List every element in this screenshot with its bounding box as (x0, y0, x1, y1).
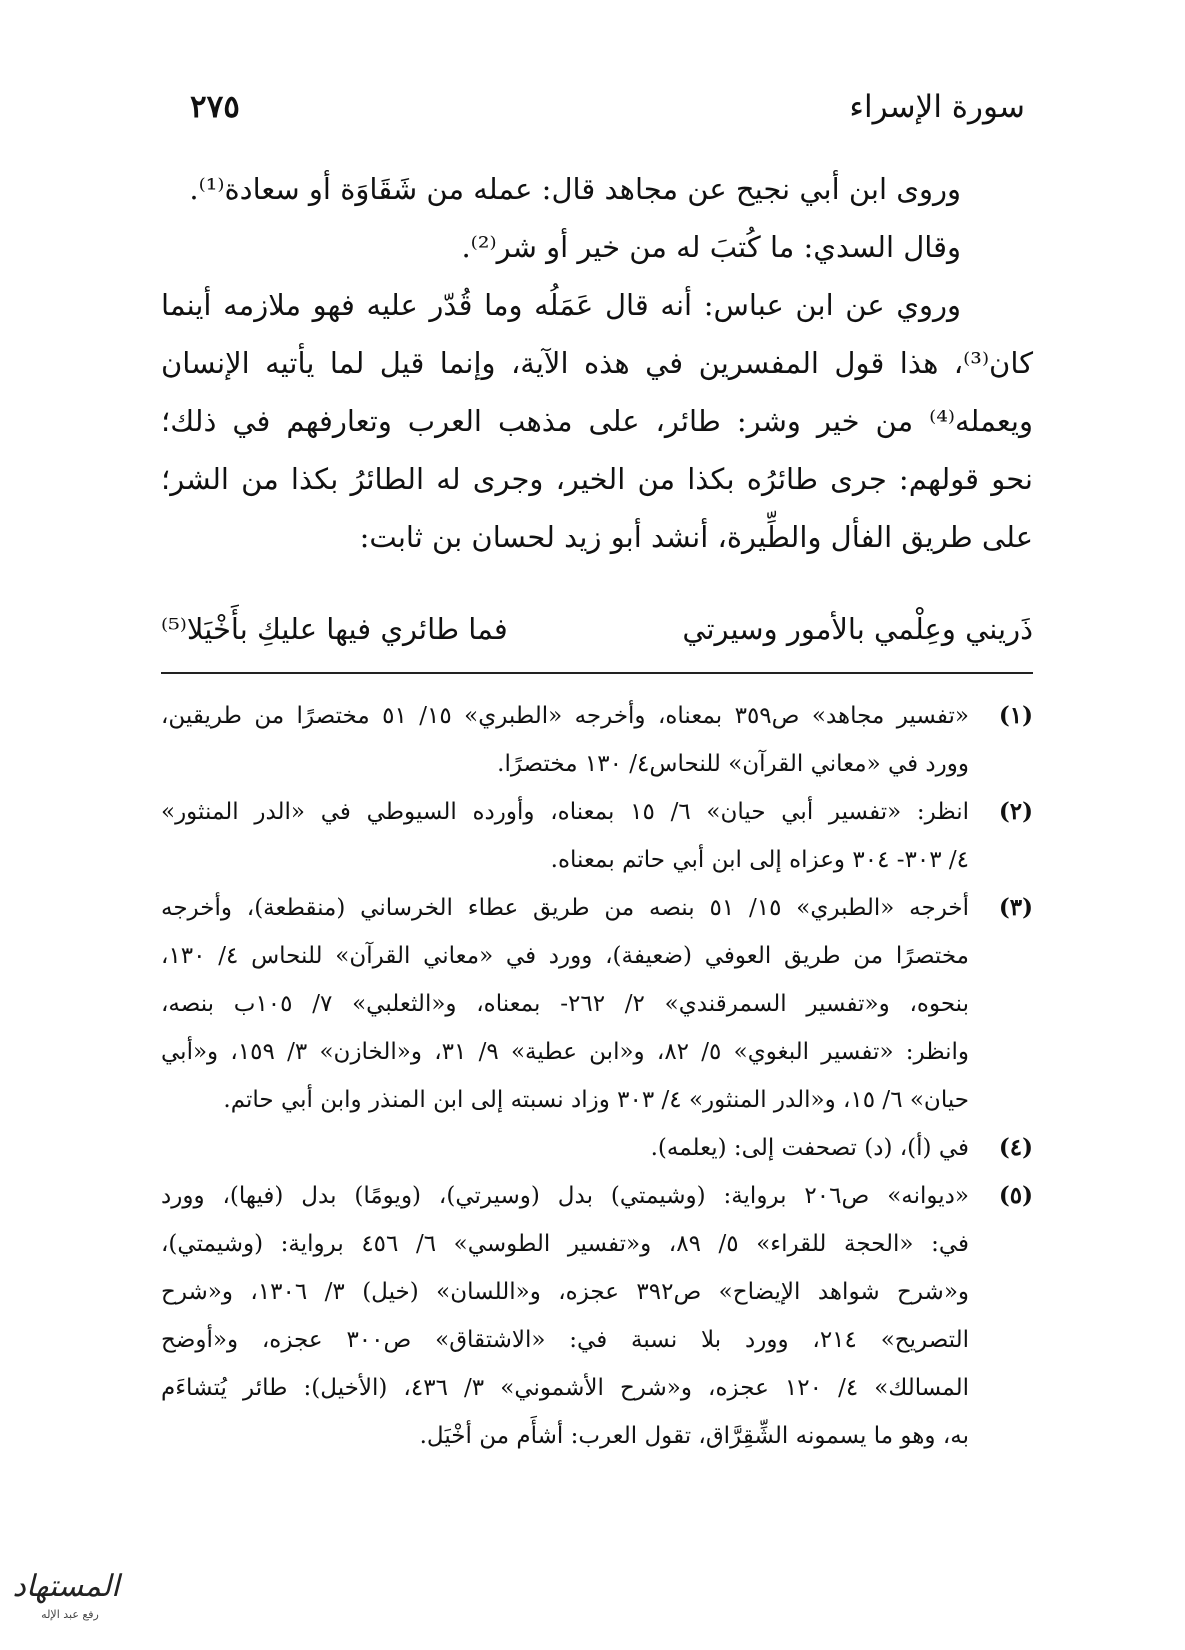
poetry-verse (161, 600, 1033, 658)
main-line: وروي عن ابن عباس: أنه قال عَمَلُه وما قُدّر عليه فهو ملازمه أينما (161, 288, 961, 322)
footnote-line: في: «الحجة للقراء» ٥/ ٨٩، و«تفسير الطوسي» ٦/ ٤٥٦ برواية: (وشيمتي)، (161, 1231, 969, 1257)
footnote-number: (٥) (998, 1182, 1033, 1209)
publisher-logo (12, 1558, 120, 1628)
page-number: ٢٧٥ (190, 89, 240, 125)
footnote-separator (161, 672, 1033, 674)
footnote-number: (١) (998, 702, 1033, 729)
main-line: نحو قولهم: جرى طائرُه بكذا من الخير، وجرى له الطائرُ بكذا من الشر؛ (161, 462, 1033, 496)
footnote-line: به، وهو ما يسمونه الشِّقِرَّاق، تقول العرب: أشأَم من أخْيَل. (419, 1423, 969, 1449)
surah-title: سورة الإسراء (849, 89, 1025, 125)
footnote (161, 1124, 1033, 1172)
footnote-line: و«شرح شواهد الإيضاح» ص٣٩٢ عجزه، و«اللسان» (خيل) ٣/ ١٣٠٦، و«شرح (161, 1279, 969, 1305)
footnote (161, 1172, 1033, 1460)
footnote-line: «ديوانه» ص٢٠٦ برواية: (وشيمتي) بدل (وسيرتي)، (ويومًا) بدل (فيها)، وورد (161, 1183, 969, 1209)
footnote-line: وانظر: «تفسير البغوي» ٥/ ٨٢، و«ابن عطية» ٩/ ٣١، و«الخازن» ٣/ ١٥٩، و«أبي (161, 1039, 969, 1065)
main-line: وروى ابن أبي نجيح عن مجاهد قال: عمله من شَقَاوَة أو سعادة⁽¹⁾. (189, 172, 961, 206)
main-line: ويعمله⁽⁴⁾ من خير وشر: طائر، على مذهب العرب وتعارفهم في ذلك؛ (161, 404, 1033, 438)
verse-first-hemistich: ذَريني وعِلْمي بالأمور وسيرتي (682, 612, 1033, 646)
footnote-line: ٤/ ٣٠٣- ٣٠٤ وعزاه إلى ابن أبي حاتم بمعناه. (550, 847, 969, 873)
footnote-line: التصريح» ٢١٤، وورد بلا نسبة في: «الاشتقاق» ص٣٠٠ عجزه، و«أوضح (161, 1327, 969, 1353)
footnote-line: بنحوه، و«تفسير السمرقندي» ٢/ ٢٦٢- بمعناه، و«الثعلبي» ٧/ ١٠٥ب بنصه، (161, 991, 970, 1017)
svg-text:رفع عبد الإله: رفع عبد الإله (41, 1608, 99, 1621)
footnote-line: مختصرًا من طريق العوفي (ضعيفة)، وورد في «معاني القرآن» للنحاس ٤/ ١٣٠، (161, 943, 969, 969)
footnote (161, 788, 1033, 884)
verse-second-hemistich: فما طائري فيها عليكِ بأَخْيَلا⁽⁵⁾ (161, 612, 508, 646)
footnote-line: المسالك» ٤/ ١٢٠ عجزه، و«شرح الأشموني» ٣/ ٤٣٦، (الأخيل): طائر يُتشاءَم (161, 1375, 969, 1401)
footnote-line: انظر: «تفسير أبي حيان» ٦/ ١٥ بمعناه، وأورده السيوطي في «الدر المنثور» (161, 799, 969, 825)
footnote-line: «تفسير مجاهد» ص٣٥٩ بمعناه، وأخرجه «الطبري» ١٥/ ٥١ مختصرًا من طريقين، (161, 703, 969, 729)
main-line: كان⁽³⁾، هذا قول المفسرين في هذه الآية، وإنما قيل لما يأتيه الإنسان (161, 346, 1033, 380)
main-line: على طريق الفأل والطِّيرة، أنشد أبو زيد لحسان بن ثابت: (359, 520, 1033, 554)
main-line: وقال السدي: ما كُتبَ له من خير أو شر⁽²⁾. (461, 230, 961, 264)
footnote (161, 884, 1033, 1124)
footnote-number: (٤) (998, 1134, 1033, 1161)
main-text-block (161, 160, 1033, 566)
footnotes-block (161, 692, 1033, 1460)
footnote-number: (٢) (998, 798, 1033, 825)
footnote (161, 692, 1033, 788)
footnote-number: (٣) (998, 894, 1033, 921)
footnote-line: أخرجه «الطبري» ١٥/ ٥١ بنصه من طريق عطاء الخرساني (منقطعة)، وأخرجه (161, 895, 970, 921)
footnote-line: وورد في «معاني القرآن» للنحاس٤/ ١٣٠ مختصرًا. (497, 751, 969, 777)
svg-text:المستهاد: المستهاد (12, 1569, 120, 1604)
running-header (0, 82, 1185, 132)
footnote-line: حيان» ٦/ ١٥، و«الدر المنثور» ٤/ ٣٠٣ وزاد نسبته إلى ابن المنذر وابن أبي حاتم. (223, 1087, 969, 1113)
footnote-line: في (أ)، (د) تصحفت إلى: (يعلمه). (650, 1135, 969, 1161)
